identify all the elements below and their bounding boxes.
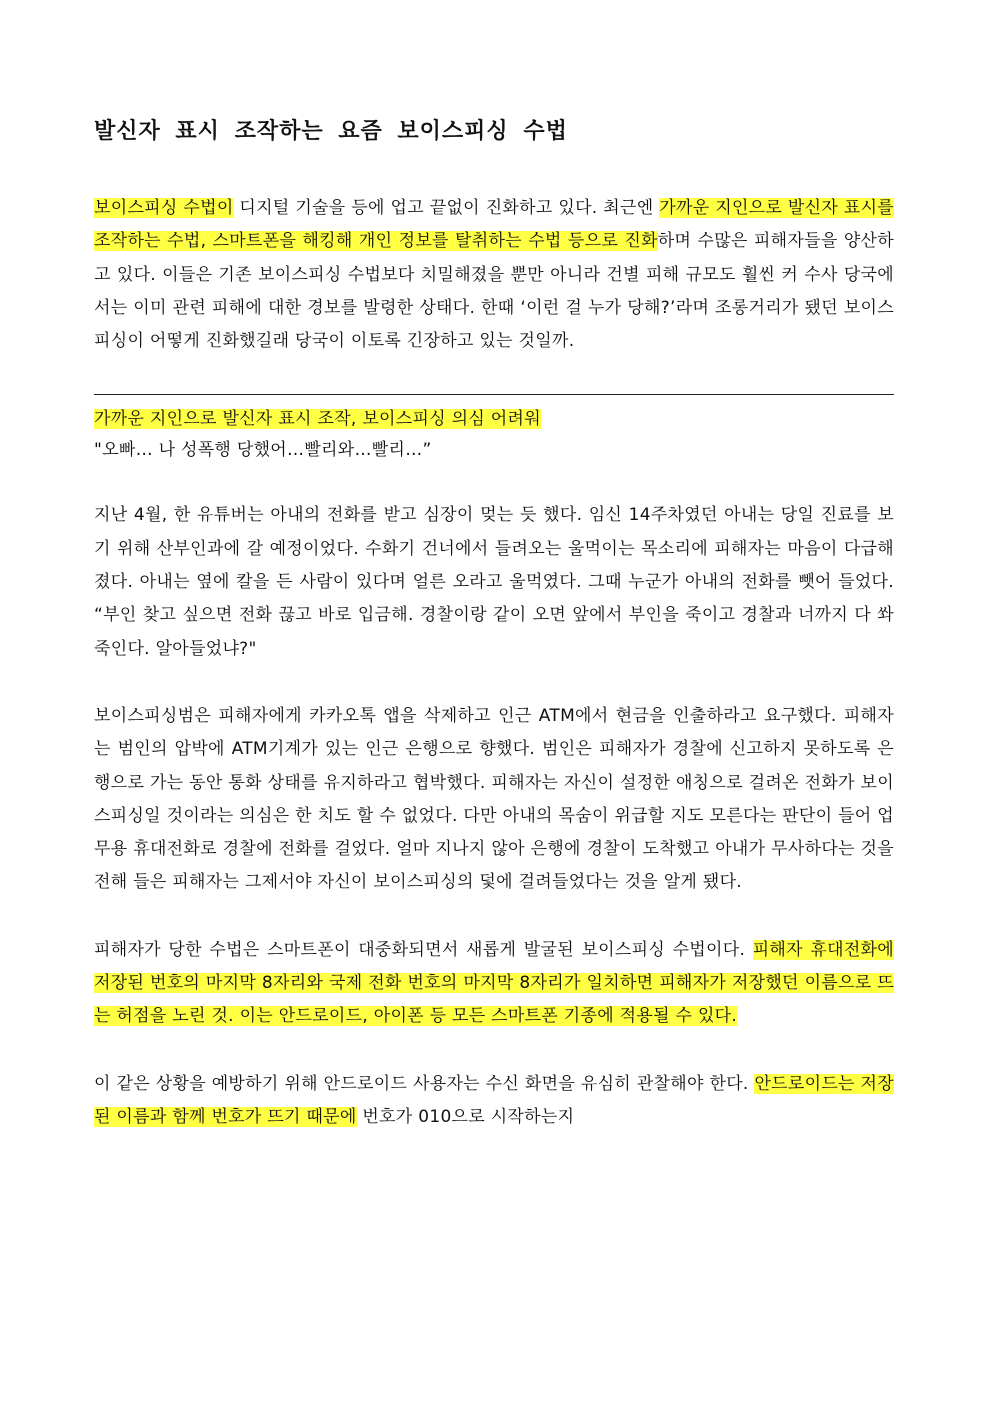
intro-paragraph (94, 192, 894, 358)
highlight-span: 가까운 지인으로 발신자 표시 조작, 보이스피싱 의심 어려워 (94, 409, 541, 430)
section-divider (94, 394, 894, 395)
paragraph-3 (94, 934, 894, 1034)
text-span: 하며 수많은 피해자들을 양산하고 있다. 이들은 기존 보이스피싱 수법보다 치밀해졌을 뿐만 아니라 건별 피해 규모도 훨씬 커 수사 당국에서는 이미 관련 피해에 대한 경보를 발령한 상태다. 한때 ‘이런 걸 누가 당해?’라며 조롱거리가 됐던 보이스피싱이 어떻게 진화했길래 당국이 이토록 긴장하고 있는 것일까. (94, 231, 894, 352)
text-span: 디지털 기술을 등에 업고 끝없이 진화하고 있다. 최근엔 (233, 198, 660, 218)
text-span: 이 같은 상황을 예방하기 위해 안드로이드 사용자는 수신 화면을 유심히 관찰해야 한다. (94, 1073, 755, 1094)
text-span: 피해자가 당한 수법은 스마트폰이 대중화되면서 새롭게 발굴된 보이스피싱 수법이다. (94, 939, 753, 960)
article-title: 발신자 표시 조작하는 요즘 보이스피싱 수법 (94, 119, 568, 144)
paragraph-1: 지난 4월, 한 유튜버는 아내의 전화를 받고 심장이 멎는 듯 했다. 임신 14주차였던 아내는 당일 진료를 보기 위해 산부인과에 갈 예정이었다. 수화기 건너에서 들려오는 울먹이는 목소리에 피해자는 마음이 다급해졌다. 아내는 옆에 칼을 든 사람이 있다며 얼른 오라고 울먹였다. 그때 누군가 아내의 전화를 뺏어 들었다. “부인 찾고 싶으면 전화 끊고 바로 입금해. 경찰이랑 같이 오면 앞에서 부인을 죽이고 경찰과 너까지 다 쏴 죽인다. 알아들었냐?" (94, 505, 894, 659)
highlight-span: 보이스피싱 수법이 (94, 198, 234, 218)
highlight-span: 피해자 휴대전화에 저장된 번호의 마지막 8자리와 국제 전화 번호의 마지막 8자리가 일치하면 피해자가 저장했던 이름으로 뜨는 허점을 노린 것. 이는 안드로이드, 아이폰 등 모든 스마트폰 기종에 적용될 수 있다. (94, 939, 895, 1027)
document-page (94, 112, 894, 1134)
section-title (94, 403, 894, 435)
highlight-span: 안드로이드는 저장된 이름과 함께 번호가 뜨기 때문에 (94, 1073, 895, 1127)
quote-line: "오빠… 나 성폭행 당했어…빨리와…빨리…” (94, 440, 432, 461)
text-span: 번호가 010으로 시작하는지 (356, 1106, 575, 1127)
paragraph-4 (94, 1068, 894, 1135)
highlight-span: 가까운 지인으로 발신자 표시를 조작하는 수법, 스마트폰을 해킹해 개인 정보를 탈취하는 수법 등으로 진화 (94, 198, 895, 252)
paragraph-2: 보이스피싱범은 피해자에게 카카오톡 앱을 삭제하고 인근 ATM에서 현금을 인출하라고 요구했다. 피해자는 범인의 압박에 ATM기계가 있는 인근 은행으로 향했다. 범인은 피해자가 경찰에 신고하지 못하도록 은행으로 가는 동안 통화 상태를 유지하라고 협박했다. 피해자는 자신이 설정한 애칭으로 걸려온 전화가 보이스피싱일 것이라는 의심은 한 치도 할 수 없었다. 다만 아내의 목숨이 위급할 지도 모른다는 판단이 들어 업무용 휴대전화로 경찰에 전화를 걸었다. 얼마 지나지 않아 은행에 경찰이 도착했고 아내가 무사하다는 것을 전해 들은 피해자는 그제서야 자신이 보이스피싱의 덫에 걸려들었다는 것을 알게 됐다. (94, 705, 894, 893)
